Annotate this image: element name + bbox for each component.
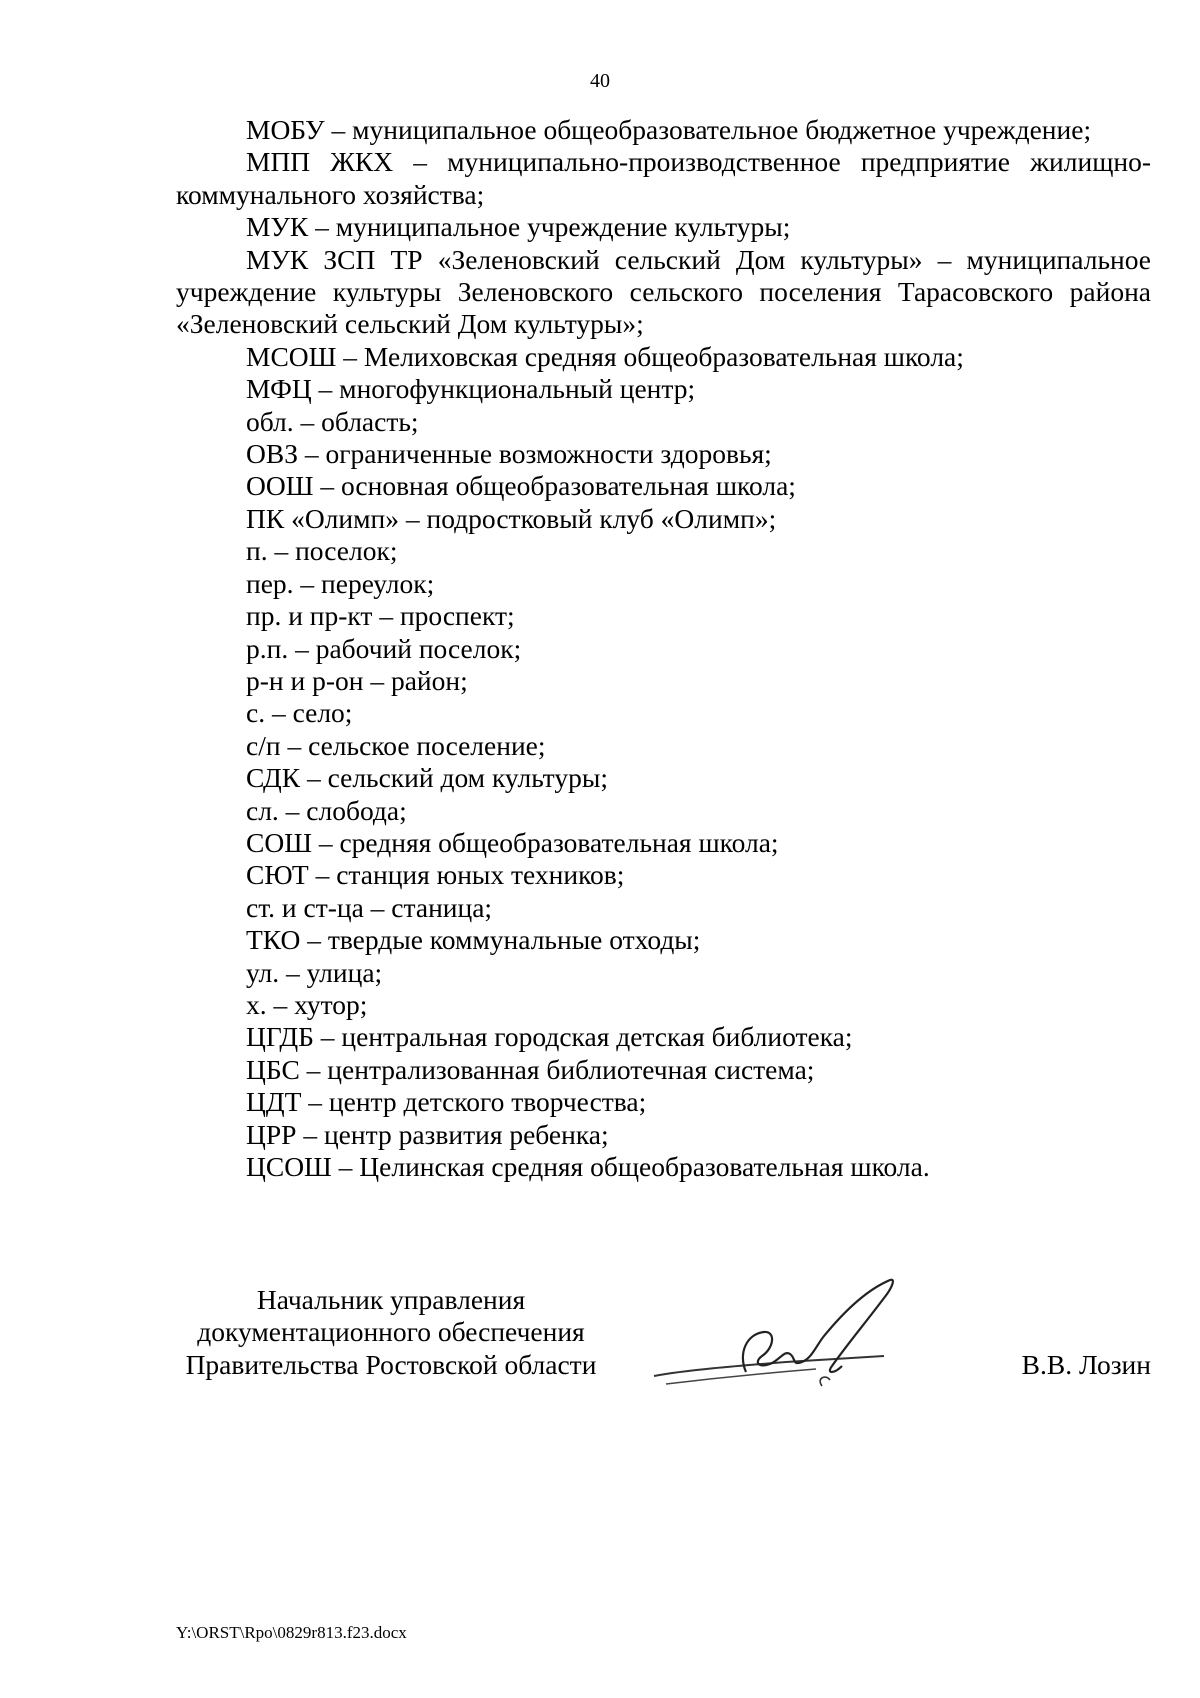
list-item: ул. – улица; bbox=[246, 956, 383, 988]
list-item: с/п – сельское поселение; bbox=[246, 729, 546, 761]
list-item: ЦГДБ – центральная городская детская библиотека; bbox=[246, 1021, 853, 1053]
list-item: ЦРР – центр развития ребенка; bbox=[246, 1118, 609, 1150]
list-item: СОШ – средняя общеобразовательная школа; bbox=[246, 826, 779, 858]
list-item: МСОШ – Мелиховская средняя общеобразовательная школа; bbox=[246, 340, 964, 372]
list-item: ст. и ст-ца – станица; bbox=[246, 891, 493, 923]
list-item: ООШ – основная общеобразовательная школа; bbox=[246, 470, 796, 502]
list-item: ТКО – твердые коммунальные отходы; bbox=[246, 924, 701, 956]
abbreviation-list bbox=[176, 114, 1151, 1183]
list-item: МПП ЖКХ – муниципально-производственное предприятие жилищно-коммунального хозяйства; bbox=[176, 146, 1151, 210]
list-item: с. – село; bbox=[246, 697, 353, 729]
page-number: 40 bbox=[590, 70, 610, 92]
list-item: р-н и р-он – район; bbox=[246, 664, 468, 696]
signatory-title-line: Правительства Ростовской области bbox=[185, 1348, 597, 1380]
signature-block bbox=[176, 1284, 1151, 1404]
handwritten-signature bbox=[646, 1274, 906, 1404]
list-item: х. – хутор; bbox=[246, 988, 368, 1020]
list-item: ЦСОШ – Целинская средняя общеобразовательная школа. bbox=[246, 1151, 930, 1182]
list-item: ПК «Олимп» – подростковый клуб «Олимп»; bbox=[246, 502, 777, 534]
list-item: п. – поселок; bbox=[246, 535, 398, 567]
list-item: МОБУ – муниципальное общеобразовательное бюджетное учреждение; bbox=[246, 114, 1092, 145]
list-item: МФЦ – многофункциональный центр; bbox=[246, 373, 696, 405]
list-item: МУК – муниципальное учреждение культуры; bbox=[246, 211, 791, 243]
list-item: СДК – сельский дом культуры; bbox=[246, 762, 608, 794]
list-item: СЮТ – станция юных техников; bbox=[246, 859, 625, 891]
signatory-title-line: документационного обеспечения bbox=[197, 1316, 585, 1348]
list-item: сл. – слобода; bbox=[246, 794, 407, 826]
list-item: р.п. – рабочий поселок; bbox=[246, 632, 522, 664]
list-item: пр. и пр-кт – проспект; bbox=[246, 600, 515, 632]
footer-file-path: Y:\ORST\Rpo\0829r813.f23.docx bbox=[176, 1623, 407, 1642]
signatory-title-line: Начальник управления bbox=[256, 1284, 526, 1315]
signatory-title bbox=[176, 1284, 606, 1381]
list-item: ЦБС – централизованная библиотечная система; bbox=[246, 1053, 815, 1085]
list-item: ОВЗ – ограниченные возможности здоровья; bbox=[246, 438, 772, 470]
list-item: МУК ЗСП ТР «Зеленовский сельский Дом культуры» – муниципальное учреждение культуры Зеленовского сельского поселения Тарасовского района «Зеленовский сельский Дом культуры»; bbox=[176, 243, 1151, 340]
list-item: ЦДТ – центр детского творчества; bbox=[246, 1086, 647, 1118]
signatory-name: В.В. Лозин bbox=[1021, 1349, 1151, 1380]
list-item: обл. – область; bbox=[246, 405, 419, 437]
list-item: пер. – переулок; bbox=[246, 567, 435, 599]
